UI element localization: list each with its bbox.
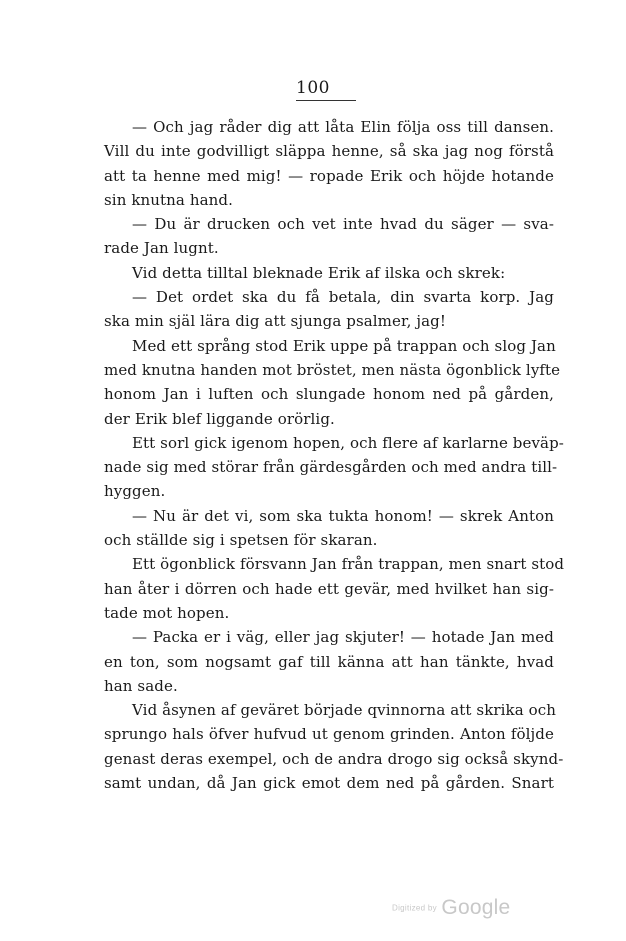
text-line: sin knutna hand.	[104, 190, 233, 209]
text-line: nade sig med störar från gärdesgården och med andra till-	[104, 458, 558, 477]
text-line: Ett sorl gick igenom hopen, och flere af karlarne beväp-	[132, 433, 564, 452]
text-line: han åter i dörren och hade ett gevär, med hvilket han sig-	[104, 579, 554, 598]
text-line: — Du är drucken och vet inte hvad du säger — sva-	[132, 215, 554, 234]
text-line: Vid åsynen af geväret började qvinnorna att skrika och	[132, 701, 557, 720]
page-number-rule	[296, 100, 356, 101]
page-number: 100	[296, 78, 330, 98]
watermark-brand: Google	[441, 896, 511, 919]
text-line: tade mot hopen.	[104, 603, 230, 622]
text-line: honom Jan i luften och slungade honom ned på gården,	[104, 385, 554, 404]
text-line: med knutna handen mot bröstet, men nästa ögonblick lyfte	[104, 360, 561, 379]
text-line: att ta henne med mig! — ropade Erik och höjde hotande	[104, 166, 554, 185]
body-text	[104, 115, 565, 795]
text-line: Ett ögonblick försvann Jan från trappan, men snart stod	[132, 555, 565, 574]
watermark-prefix: Digitized by	[392, 903, 437, 913]
text-line: ska min själ lära dig att sjunga psalmer, jag!	[104, 312, 446, 331]
text-line: en ton, som nogsamt gaf till känna att han tänkte, hvad	[104, 652, 554, 671]
text-line: sprungo hals öfver hufvud ut genom grinden. Anton följde	[104, 725, 554, 744]
text-line: — Det ordet ska du få betala, din svarta korp. Jag	[132, 288, 554, 307]
text-line: der Erik blef liggande orörlig.	[104, 409, 335, 428]
text-line: och ställde sig i spetsen för skaran.	[104, 531, 378, 550]
text-line: rade Jan lugnt.	[104, 239, 219, 258]
text-line: samt undan, då Jan gick emot dem ned på gården. Snart	[104, 774, 554, 793]
text-line: hyggen.	[104, 482, 166, 501]
digitized-watermark	[392, 896, 510, 920]
text-line: Vid detta tilltal bleknade Erik af ilska och skrek:	[132, 263, 506, 282]
text-line: genast deras exempel, och de andra drogo sig också skynd-	[104, 749, 564, 768]
text-line: — Nu är det vi, som ska tukta honom! — skrek Anton	[132, 506, 554, 525]
text-line: — Packa er i väg, eller jag skjuter! — hotade Jan med	[132, 628, 554, 647]
text-line: — Och jag råder dig att låta Elin följa oss till dansen.	[132, 118, 554, 136]
text-line: Vill du inte godvilligt släppa henne, så ska jag nog förstå	[104, 142, 554, 161]
text-line: Med ett språng stod Erik uppe på trappan och slog Jan	[132, 336, 556, 355]
text-line: han sade.	[104, 676, 178, 695]
